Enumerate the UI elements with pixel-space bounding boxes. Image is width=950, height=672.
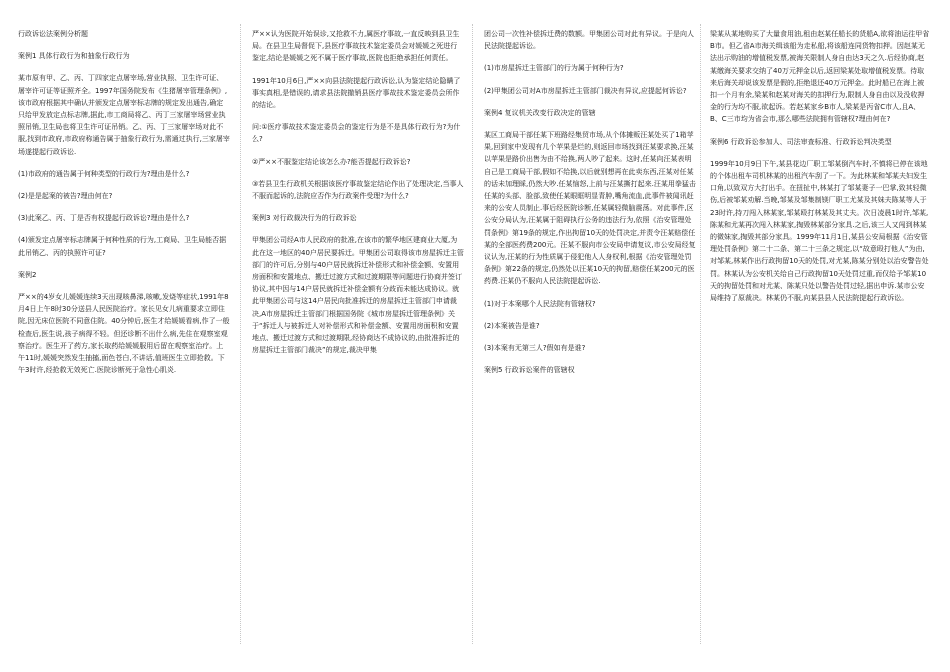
question: (1)市房屋拆迁主管部门的行为属于何种行为?: [484, 64, 624, 73]
case-heading: 案例6 行政诉讼参加人、司法审查标准、行政诉讼判决类型: [710, 137, 892, 146]
question: ③若县卫生行政机关根据该医疗事故鉴定结论作出了处理决定,当事人不服而起诉的,法院应否作为行政案件受理?为什么?: [252, 179, 464, 201]
text-column-1: [18, 28, 230, 386]
question: (4)颁发定点屠宰标志牌属于何种性质的行为,工商局、卫生局能否据此吊销乙、丙的执照许可证?: [18, 236, 227, 257]
paragraph: 甲集团公司经A市人民政府的批准,在该市的繁华地区建商业大厦,为此在这一地区的40户居民要拆迁。甲集团公司取得该市房屋拆迁主管部门的许可后,分别与40户居民就拆迁补偿形式和补偿金额、安置用房面积和安置地点、搬迁过渡方式和过渡期限等问题进行协商并签订协议,其中因与14户居民就拆迁补偿金额有分歧而未能达成协议。就此甲集团公司与这14户居民向批准拆迁的房屋拆迁主管部门申请裁决,A市房屋拆迁主管部门根据国务院《城市房屋拆迁管理条例》关于“拆迁人与被拆迁人对补偿形式和补偿金额、安置用房面积和安置地点、搬迁过渡方式和过渡期限,经协商达不成协议的,由批准拆迁的房屋拆迁主管部门裁决”的规定,裁决甲集: [252, 236, 464, 355]
paragraph: 1991年10月6日,严××向县法院提起行政诉讼,认为鉴定结论隐瞒了事实真相,是错误的,请求县法院撤销县医疗事故技术鉴定委员会所作的结论。: [252, 76, 461, 110]
case-heading: 案例4 复议机关改变行政决定的管辖: [484, 108, 596, 117]
question: (2)甲集团公司对A市房屋拆迁主管部门裁决有异议,应提起何诉讼?: [484, 86, 687, 95]
column-divider: [240, 24, 241, 644]
question: (3)此案乙、丙、丁是否有权提起行政诉讼?理由是什么?: [18, 214, 190, 223]
question: (3)本案有无第三人?假如有是谁?: [484, 344, 586, 353]
paragraph: 团公司一次性补偿拆迁费的数额。甲集团公司对此有异议。于是向人民法院提起诉讼。: [484, 30, 694, 51]
paragraph: 某区工商局干部任某下班路经集贸市场,从个体摊贩汪某处买了1箱苹果,回到家中发现有几个苹果是烂的,则返回市场找到汪某要求换,汪某以苹果是路价出售为由不给换,两人吵了起来。这时,任某向汪某表明自己是工商局干部,假如不给换,以后就别想再在此卖东西,汪某对任某的话未加理睬,仍然大吵.任某恼怒,上前与汪某撕打起来.汪某用拳猛击任某的头部、脸部,致使任某眼眶明显青肿,嘴角流血,此事件被闻讯赶来的公安人员制止.事后经医院诊断,任某属轻微脑震荡。对此事件,区公安分局认为,汪某属于阻碍执行公务的违法行为,依照《治安管理处罚条例》第19条的规定,作出拘留10天的处罚决定,并责令汪某赔偿任某的全部医药费200元。汪某不服向市公安局申请复议,市公安局经复议认为,汪某的行为性质属于侵犯他人人身权利,根据《治安管理处罚条例》第22条的规定,仍然处以汪某10天的拘留,赔偿任某200元的医药费.汪某仍不服向人民法院提起诉讼.: [484, 131, 696, 286]
paragraph: 严××认为医院开始误诊,又抢救不力,属医疗事故,一直反映到县卫生局。在县卫生局督促下,县医疗事故技术鉴定委员会对媛媛之死进行鉴定,结论是媛媛之死不属于医疗事故,医院也拒绝承担任何责任。: [252, 30, 460, 63]
question: (2)是是起案的被告?理由何在?: [18, 192, 113, 201]
column-divider: [472, 24, 473, 644]
case-heading: 案例5 行政诉讼案件的管辖权: [484, 366, 575, 375]
question: (2)本案被告是谁?: [484, 321, 540, 330]
text-column-2: [252, 28, 464, 366]
case-heading: 案例2: [18, 270, 37, 279]
text-column-3: [484, 28, 696, 386]
document-title: 行政诉讼法案例分析题: [18, 30, 88, 38]
question: ②严××不服鉴定结论该怎么办?能否提起行政诉讼?: [252, 157, 411, 166]
case-heading: 案例3 对行政裁决行为的行政诉讼: [252, 214, 357, 223]
question: 问:①医疗事故技术鉴定委员会的鉴定行为是不是具体行政行为?为什么?: [252, 123, 461, 144]
column-divider: [700, 24, 701, 644]
question: (1)对于本案哪个人民法院有管辖权?: [484, 299, 596, 308]
paragraph: 梁某从某地购买了大量食用油,租由赵某任船长的货船A,欲将油运往甲省B市。但乙省A市海关缉该船为走私船,将该船连同货物扣押。因赵某无法出示购油的增值税发票,被海关限制人身自由达3天之久.后经协商,赵某缴海关要求交纳了40万元押金以后,返回梁某处取增值税发票。待取来后海关却说该发票是假的,拒绝退还40万元押金。此时船已在海上被扣一个月有余,梁某和赵某对海关的扣押行为,限制人身自由以及没收押金的行为均不服,欲起诉。若赵某家乡B市人,梁某是丙省C市人,且A、B、C三市均为省会市,那么哪些法院拥有管辖权?理由何在?: [710, 30, 930, 124]
text-column-4: [710, 28, 930, 314]
case-heading: 案例1 具体行政行为和抽象行政行为: [18, 52, 130, 61]
paragraph: 1999年10月9日下午,某县花边厂职工邹某倒汽车时,不慎将已停在该地的个体出租车司机林某的出租汽车刮了一下。为此林某和邹某夫妇发生口角,以致双方大打出手。在扭扯中,林某打了邹某妻子一巴掌,致其轻微伤,后被邹某劝解.当晚,邹某及邹集制镁厂职工尤某及其妹夫陈某等人于23时许,持刀闯入林某家,邹某殴打林某及其丈夫。次日凌晨1时许,邹某,陈某和尤某再次闯入林某家,掏毁林某部分家具.之后,该三人又闯到林某的微妹家,掏毁其部分家具。1999年11月1日,某县公安局根据《治安管理处罚条例》第二十二条、第二十三条之规定,以“故意殴打他人”为由,对邹某,林某作出行政拘留10天的处罚,对尤某,陈某分别处以治安警告处罚。林某认为公安机关给自己行政拘留10天处罚过重,而仅给予邹某10天的拘留处罚和对尤某、陈某只处以警告处罚过轻,据出申诉.某市公安局维持了原裁决。林某仍不服,向某县县人民法院提起行政诉讼。: [710, 159, 929, 303]
paragraph: 严××的4岁女儿媛媛连续3天出现咳鼻涕,咳嗽,发烧等症状,1991年8月4日上午8时30分送县人民医院治疗。家长见女儿病重要求立即住院,因无床位医院不同意住院。40分钟后,医生才给媛媛看病,作了一般检查后,医生说,孩子病得不轻。但还诊断不出什么病,先住在观察室观察治疗。医生开了药方,家长取药给媛媛服用后留在观察室治疗。上午11时,媛媛突然发生抽搐,面色苍白,不讲话,值班医生立即抢救。下午3时许,经抢救无效死亡.医院诊断死于急性心肌炎.: [18, 293, 230, 375]
question: (1)市政府的通告属于何种类型的行政行为?理由是什么?: [18, 169, 190, 178]
paragraph: 某市原有甲、乙、丙、丁四家定点屠宰场,营业执照、卫生许可证、屠宰许可证等证照齐全。1997年国务院发布《生猪屠宰管理条例》,该市政府根据其中确认并颁发定点屠宰标志牌的规定发出通告,确定只给甲发放定点标志牌,据此,市工商局将乙、丙丁三家屠宰场营业执照吊销,卫生局也将卫生许可证吊销。乙、丙、丁三家屠宰场对此不服,找到市政府,市政府称通告属于抽象行政行为,需通过执行,三家屠宰场遂提起行政诉讼.: [18, 74, 230, 156]
